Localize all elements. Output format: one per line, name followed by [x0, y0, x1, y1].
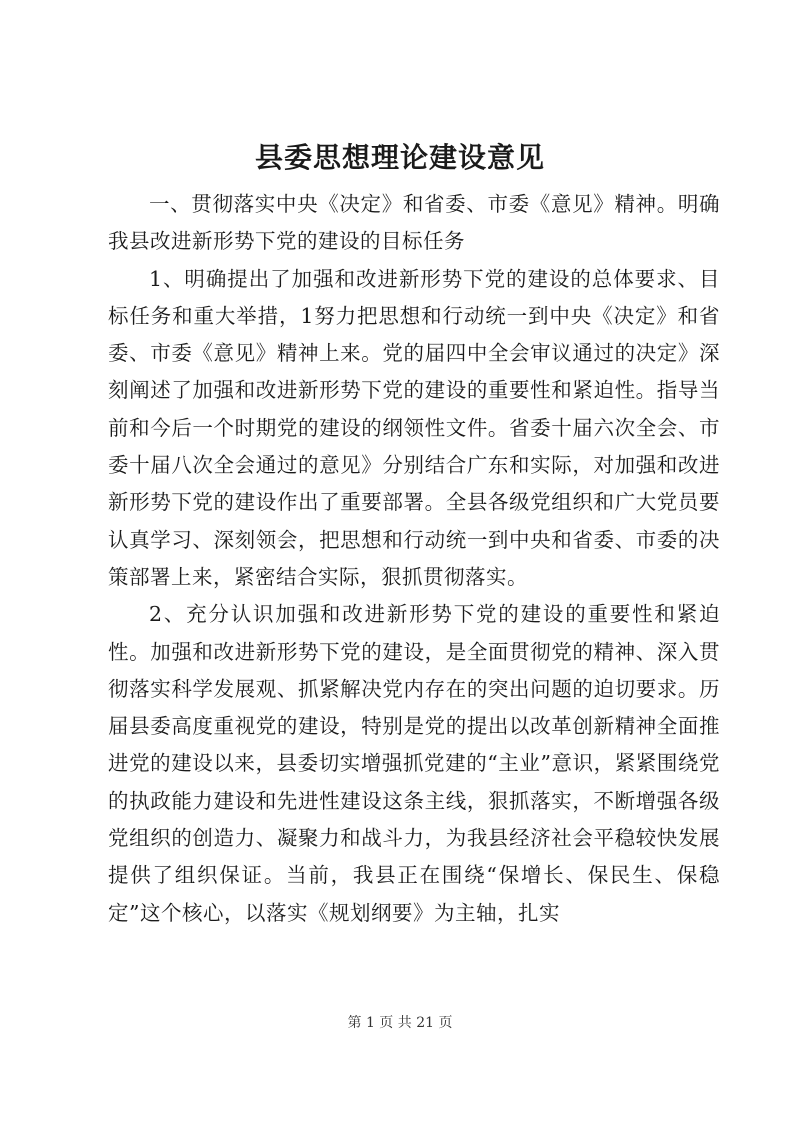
document-body: [108, 186, 720, 932]
paragraph-section-heading: 一、贯彻落实中央《决定》和省委、市委《意见》精神。明确我县改进新形势下党的建设的目标任务: [108, 192, 720, 254]
document-title: 县委思想理论建设意见: [254, 141, 545, 174]
paragraph-item-2: 2、充分认识加强和改进新形势下党的建设的重要性和紧迫性。加强和改进新形势下党的建设，是全面贯彻党的精神、深入贯彻落实科学发展观、抓紧解决党内存在的突出问题的迫切要求。历届县委高度重视党的建设，特别是党的提出以改革创新精神全面推进党的建设以来，县委切实增强抓党建的“主业”意识，紧紧围绕党的执政能力建设和先进性建设这条主线，狠抓落实，不断增强各级党组织的创造力、凝聚力和战斗力，为我县经济社会平稳较快发展提供了组织保证。当前，我县正在围绕“保增长、保民生、保稳定”这个核心，以落实《规划纲要》为主轴，扎实: [108, 602, 720, 925]
page-number-footer: 第 1 页 共 21 页: [347, 1015, 453, 1031]
paragraph-item-1: 1、明确提出了加强和改进新形势下党的建设的总体要求、目标任务和重大举措，1努力把思想和行动统一到中央《决定》和省委、市委《意见》精神上来。党的届四中全会审议通过的决定》深刻阐述了加强和改进新形势下党的建设的重要性和紧迫性。指导当前和今后一个时期党的建设的纲领性文件。省委十届六次全会、市委十届八次全会通过的意见》分别结合广东和实际，对加强和改进新形势下党的建设作出了重要部署。全县各级党组织和广大党员要认真学习、深刻领会，把思想和行动统一到中央和省委、市委的决策部署上来，紧密结合实际，狠抓贯彻落实。: [108, 266, 720, 589]
